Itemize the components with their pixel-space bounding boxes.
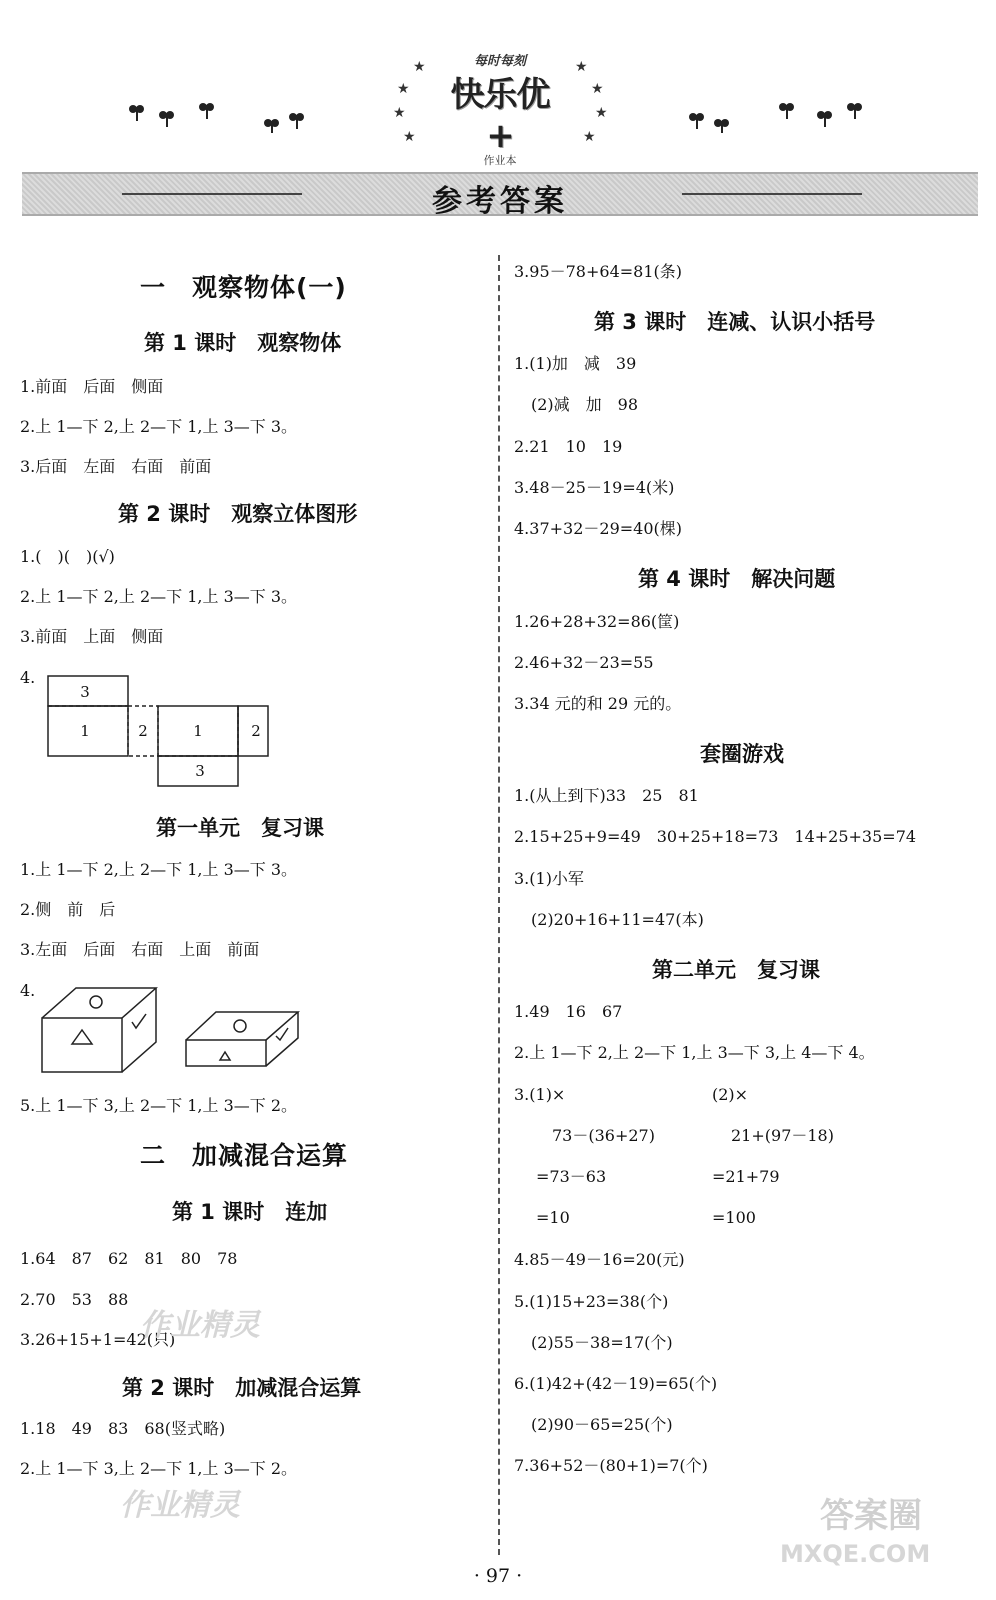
answer-line: 2.70 53 88 <box>20 1290 129 1309</box>
lesson4-title: 第 4 课时 解决问题 <box>638 567 836 591</box>
answer-line: 3.26+15+1=42(只) <box>20 1330 176 1349</box>
review1-title: 第一单元 复习课 <box>156 816 324 840</box>
svg-text:★: ★ <box>595 105 608 121</box>
watermark: 作业精灵 <box>120 1488 240 1523</box>
answer-line: 2.侧 前 后 <box>20 900 116 919</box>
net-face-label: 1 <box>80 722 90 740</box>
net-face-label: 3 <box>80 683 90 701</box>
page-number: · 97 · <box>473 1565 523 1587</box>
answer-line: (2)× <box>712 1085 749 1104</box>
svg-text:★: ★ <box>403 129 416 145</box>
answer-line: 2.21 10 19 <box>514 437 623 456</box>
unit2-title: 二 加减混合运算 <box>140 1141 349 1170</box>
answer-line: (2)55－38=17(个) <box>531 1333 673 1352</box>
unit1-title: 一 观察物体(一) <box>140 273 347 302</box>
net-face-label: 2 <box>138 722 148 740</box>
svg-text:★: ★ <box>397 81 410 97</box>
game-title: 套圈游戏 <box>700 742 784 766</box>
answer-line: 1.上 1—下 2,上 2—下 1,上 3—下 3。 <box>20 860 298 879</box>
answer-line: 2.上 1—下 3,上 2—下 1,上 3—下 2。 <box>20 1459 298 1478</box>
answer-line: 3.左面 后面 右面 上面 前面 <box>20 940 260 959</box>
answer-line: 1.18 49 83 68(竖式略) <box>20 1419 226 1438</box>
watermark: 作业精灵 <box>140 1308 260 1343</box>
answer-line: 73－(36+27) <box>552 1126 655 1145</box>
net-face-label: 2 <box>251 722 261 740</box>
svg-text:★: ★ <box>413 59 426 75</box>
answer-line: (2)20+16+11=47(本) <box>531 910 704 929</box>
watermark: MXQE.COM <box>780 1540 931 1568</box>
answer-line: 2.46+32－23=55 <box>514 653 654 672</box>
logo-sub-text: 作业本 <box>483 154 517 167</box>
logo-main-text: 快乐优+ <box>450 75 550 156</box>
svg-text:★: ★ <box>575 59 588 75</box>
answer-line: 3.后面 左面 右面 前面 <box>20 457 212 476</box>
title-banner <box>22 172 978 219</box>
answer-line: 4. <box>20 981 36 1000</box>
answer-line: 4. <box>20 668 36 687</box>
answer-line: 3.48－25－19=4(米) <box>514 478 675 497</box>
answer-line: 3.前面 上面 侧面 <box>20 627 164 646</box>
answer-line: 3.(1)× <box>514 1085 566 1104</box>
answer-line: 1.( )( )(√) <box>20 547 115 566</box>
lesson3-title: 第 3 课时 连减、认识小括号 <box>594 310 876 334</box>
answer-line: 21+(97－18) <box>731 1126 834 1145</box>
decorative-clovers-left <box>120 95 320 135</box>
review2-title: 第二单元 复习课 <box>652 958 820 982</box>
answer-line: =73－63 <box>536 1167 607 1186</box>
watermark: 答案圈 <box>820 1496 922 1536</box>
svg-text:★: ★ <box>591 81 604 97</box>
answer-line: (2)减 加 98 <box>531 395 639 414</box>
lesson1-title: 第 1 课时 观察物体 <box>144 331 342 355</box>
boxes-figure <box>36 982 316 1082</box>
answer-line: 3.34 元的和 29 元的。 <box>514 694 682 713</box>
net-face-label: 3 <box>195 762 205 780</box>
logo-top-text: 每时每刻 <box>473 54 526 69</box>
answer-line: 4.85－49－16=20(元) <box>514 1250 685 1269</box>
answer-line: =21+79 <box>712 1167 780 1186</box>
answer-line: 2.上 1—下 2,上 2—下 1,上 3—下 3,上 4—下 4。 <box>514 1043 875 1062</box>
answer-line: 1.(1)加 减 39 <box>514 354 637 373</box>
page-title: 参考答案 <box>432 184 568 219</box>
answer-line: 3.95－78+64=81(条) <box>514 262 683 281</box>
answer-line: 5.上 1—下 3,上 2—下 1,上 3—下 2。 <box>20 1096 298 1115</box>
answer-line: 6.(1)42+(42－19)=65(个) <box>514 1374 718 1393</box>
decorative-clovers-right <box>680 95 880 135</box>
answer-line: =100 <box>712 1208 756 1227</box>
answer-line: 1.26+28+32=86(筐) <box>514 612 680 631</box>
answer-line: 1.64 87 62 81 80 78 <box>20 1249 238 1268</box>
mix-lesson2-title: 第 2 课时 加减混合运算 <box>122 1376 362 1400</box>
answer-line: 2.上 1—下 2,上 2—下 1,上 3—下 3。 <box>20 587 298 606</box>
svg-text:★: ★ <box>583 129 596 145</box>
lesson2-title: 第 2 课时 观察立体图形 <box>118 502 358 526</box>
answer-line: 2.15+25+9=49 30+25+18=73 14+25+35=74 <box>514 827 917 846</box>
brand-logo <box>438 50 562 167</box>
answer-line: 1.(从上到下)33 25 81 <box>514 786 699 805</box>
answer-line: 4.37+32－29=40(棵) <box>514 519 683 538</box>
answer-line: 5.(1)15+23=38(个) <box>514 1292 669 1311</box>
answer-line: 3.(1)小军 <box>514 869 584 888</box>
cube-net-figure <box>40 672 280 792</box>
answer-line: 2.上 1—下 2,上 2—下 1,上 3—下 3。 <box>20 417 298 436</box>
answer-line: 7.36+52－(80+1)=7(个) <box>514 1456 708 1475</box>
net-face-label: 1 <box>193 722 203 740</box>
answer-line: =10 <box>536 1208 570 1227</box>
column-divider <box>498 255 500 1555</box>
answer-line: (2)90－65=25(个) <box>531 1415 673 1434</box>
svg-text:★: ★ <box>393 105 406 121</box>
answer-line: 1.49 16 67 <box>514 1002 623 1021</box>
mix-lesson1-title: 第 1 课时 连加 <box>172 1200 328 1224</box>
answer-line: 1.前面 后面 侧面 <box>20 377 164 396</box>
